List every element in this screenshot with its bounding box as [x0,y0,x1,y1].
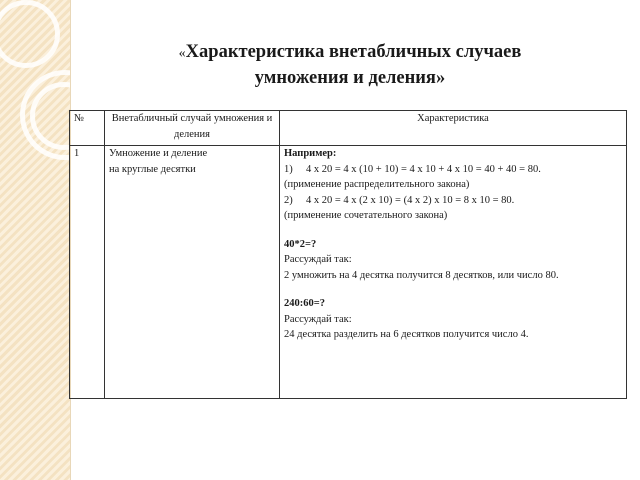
item-1-number: 1) [284,163,293,175]
item-2-note: (применение сочетательного закона) [284,210,448,221]
row-case [105,146,280,399]
header-characteristic: Характеристика [280,111,627,146]
title-open-quote: « [178,46,186,61]
characteristics-table [69,110,627,399]
reason-1-label: Рассуждай так: [284,254,352,265]
header-number: № [70,111,105,146]
item-2-expression: 4 x 20 = 4 x (2 x 10) = (4 x 2) x 10 = 8 x 10 = 80. [306,194,515,206]
task-1: 40*2=? [284,238,317,250]
reason-1-text: 2 умножить на 4 десятка получится 8 десятков, или число 80. [284,269,559,281]
title-line-2: умножения и деления» [254,68,446,88]
row-characteristic [280,146,627,399]
decorative-ring [0,0,60,68]
reason-2-label: Рассуждай так: [284,313,352,325]
case-line-1: Умножение и деление [109,148,208,159]
header-case: Внетабличный случай умножения и деления [105,111,280,146]
row-number: 1 [70,146,105,399]
item-1-note: (применение распределительного закона) [284,179,470,190]
example-item-1 [284,162,622,178]
item-1-expression: 4 x 20 = 4 x (10 + 10) = 4 x 10 + 4 x 10 = 40 + 40 = 80. [306,163,541,175]
reason-2-text: 24 десятка разделить на 6 десятков получится число 4. [284,329,529,340]
table-row [70,146,627,399]
example-item-2 [284,193,622,209]
page-title [140,40,560,90]
title-line-1: Характеристика внетабличных случаев [185,42,522,62]
item-2-number: 2) [284,194,293,206]
example-label: Например: [284,148,337,159]
task-2: 240:60=? [284,298,325,309]
case-line-2: на круглые десятки [109,163,196,175]
decorative-side-band [0,0,70,480]
table-header-row [70,111,627,146]
